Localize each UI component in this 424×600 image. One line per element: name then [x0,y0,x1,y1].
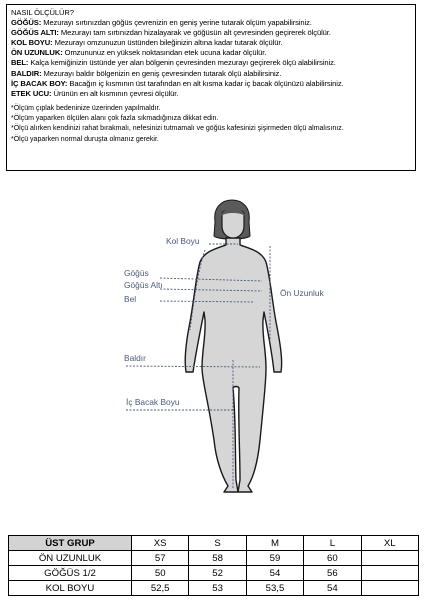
body-measurement-figure [0,190,424,500]
table-cell [361,566,418,581]
instruction-on-uzunluk [11,48,411,58]
table-cell: 53 [189,581,246,596]
instruction-term: BALDIR: [11,68,42,78]
instruction-baldir [11,69,411,79]
instruction-ic-bacak-boy [11,79,411,89]
table-cell: 52,5 [132,581,189,596]
table-cell: 54 [304,581,361,596]
label-on-uzunluk: Ön Uzunluk [280,288,324,298]
instruction-text: Mezurayı tam sırtınızdan hizalayarak ve göğüsün alt çevresinden geçirerek ölçülür. [58,28,331,38]
size-chart-table [8,535,419,596]
row-label: KOL BOYU [9,581,132,596]
table-header-row [9,536,419,551]
instruction-term: ÖN UZUNLUK: [11,48,63,58]
instructions-title: NASIL ÖLÇÜLÜR? [11,8,74,17]
instruction-term: KOL BOYU: [11,38,53,48]
label-kol-boyu: Kol Boyu [166,236,200,246]
table-cell [361,581,418,596]
instruction-gogus [11,18,411,28]
note-item: *Ölçü yaparken normal duruşta olmanız gerekir. [11,135,159,143]
instruction-term: GÖĞÜS ALTI: [11,28,59,38]
instruction-text: Mezurayı baldır bölgenizin en geniş çevresinden tutarak ölçü alabilirsiniz. [41,68,282,78]
column-header: L [304,536,361,551]
instruction-text: Bacağın iç kısmının üst tarafından en alt kısma kadar iç bacak ölçünüzü alabilirsiniz. [67,78,344,88]
body-silhouette-diagram [0,190,424,500]
column-header: S [189,536,246,551]
table-cell: 60 [304,551,361,566]
instruction-kol-boyu [11,38,411,48]
table-cell: 56 [304,566,361,581]
table-row [9,581,419,596]
measurement-instructions [6,4,416,171]
table-cell: 53,5 [246,581,303,596]
instruction-term: GÖĞÜS: [11,18,42,28]
note-item: *Ölçüm yaparken ölçülen alanı çok fazla sıkmadığınıza dikkat edin. [11,115,219,123]
table-cell: 54 [246,566,303,581]
note-item: *Ölçü alırken kendinizi rahat bırakmalı, nefesinizi tutmamalı ve göğüs kafesinizi şişirmeden ölçü almalısınız. [11,125,344,133]
label-gogus-alti: Göğüs Altı [124,280,163,290]
instruction-bel [11,58,411,68]
label-ic-bacak-boyu: İç Bacak Boyu [126,397,180,407]
instruction-text: Mezurayı sırtınızdan göğüs çevrenizin en geniş yerine tutarak ölçüm yapabilirsiniz. [41,18,312,28]
instruction-term: ETEK UCU: [11,88,52,98]
column-header: XS [132,536,189,551]
table-cell: 57 [132,551,189,566]
row-label: GÖĞÜS 1/2 [9,566,132,581]
notes-list [11,104,411,145]
instruction-term: İÇ BACAK BOY: [11,78,68,88]
instruction-gogus-alti [11,28,411,38]
instruction-text: Mezurayı omzunuzun üstünden bileğinizin altına kadar tutarak ölçülür. [52,38,283,48]
table-row [9,566,419,581]
column-header: XL [361,536,418,551]
row-label: ÖN UZUNLUK [9,551,132,566]
table-cell: 50 [132,566,189,581]
column-header: M [246,536,303,551]
instruction-text: Kalça kemiğinizin üstünde yer alan bölgenin çevresinden mezurayı geçirerek ölçü alabilirsiniz. [28,58,336,68]
table-cell: 59 [246,551,303,566]
table-cell: 52 [189,566,246,581]
table-cell: 58 [189,551,246,566]
label-bel: Bel [124,294,137,304]
instruction-text: Ürünün en alt kısmının çevresi ölçülür. [51,88,179,98]
table-cell [361,551,418,566]
label-baldir: Baldır [124,353,146,363]
table-row [9,551,419,566]
column-header: ÜST GRUP [9,536,132,551]
instruction-etek-ucu [11,89,411,99]
label-gogus: Göğüs [124,268,149,278]
instruction-text: Omzununuz en yüksek noktasından etek ucuna kadar ölçülür. [62,48,267,58]
note-item: *Ölçüm çıplak bedeninize üzerinden yapılmaldır. [11,104,161,112]
instruction-term: BEL: [11,58,29,68]
